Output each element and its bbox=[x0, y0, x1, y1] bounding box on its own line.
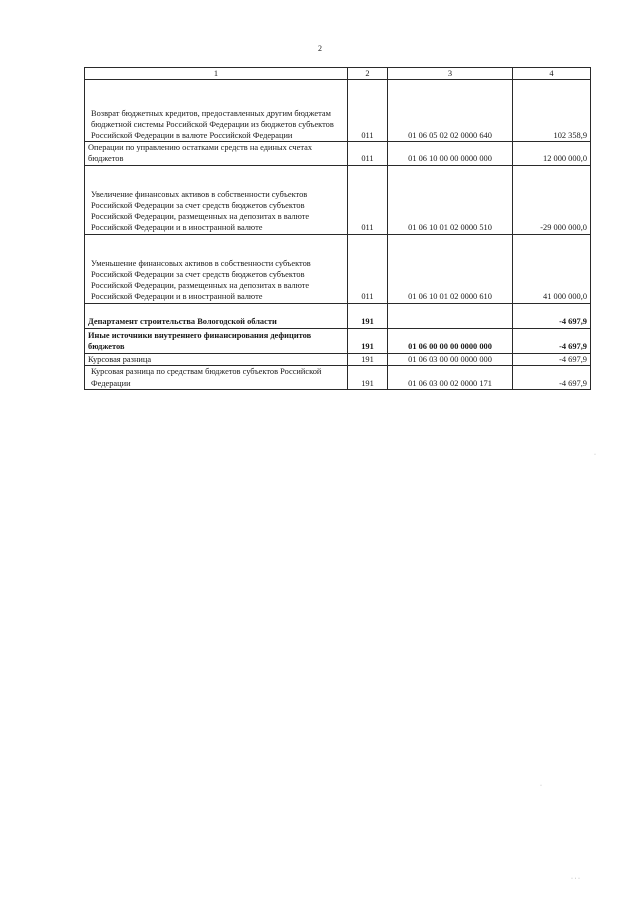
table-row bbox=[85, 165, 591, 234]
row-amount: 41 000 000,0 bbox=[513, 234, 591, 303]
column-header-1: 1 bbox=[85, 68, 348, 80]
row-classification-code: 01 06 05 02 02 0000 640 bbox=[388, 80, 513, 142]
row-classification-code: 01 06 03 00 02 0000 171 bbox=[388, 365, 513, 389]
row-description: Департамент строительства Вологодской области bbox=[85, 303, 348, 328]
row-classification-code: 01 06 10 01 02 0000 510 bbox=[388, 165, 513, 234]
row-admin-code: 191 bbox=[348, 328, 388, 353]
row-admin-code: 191 bbox=[348, 303, 388, 328]
table-row bbox=[85, 303, 591, 328]
row-description: Увеличение финансовых активов в собственности субъектов Российской Федерации за счет средств бюджетов субъектов Российской Федерации, размещенных на депозитах в валюте Российской Федерации и в иностранной валюте bbox=[85, 165, 348, 234]
row-amount: 102 358,9 bbox=[513, 80, 591, 142]
row-classification-code: 01 06 03 00 00 0000 000 bbox=[388, 353, 513, 365]
row-amount: -4 697,9 bbox=[513, 353, 591, 365]
row-admin-code: 011 bbox=[348, 80, 388, 142]
row-amount: -4 697,9 bbox=[513, 328, 591, 353]
scan-speck: · bbox=[594, 452, 596, 458]
page-number: 2 bbox=[318, 44, 322, 53]
column-header-2: 2 bbox=[348, 68, 388, 80]
row-admin-code: 011 bbox=[348, 142, 388, 165]
row-classification-code bbox=[388, 303, 513, 328]
table-row bbox=[85, 353, 591, 365]
row-admin-code: 191 bbox=[348, 365, 388, 389]
row-classification-code: 01 06 10 01 02 0000 610 bbox=[388, 234, 513, 303]
column-header-4: 4 bbox=[513, 68, 591, 80]
row-description: Уменьшение финансовых активов в собственности субъектов Российской Федерации за счет средств бюджетов субъектов Российской Федерации, размещенных на депозитах в валюте Российской Федерации и в иностранной валюте bbox=[85, 234, 348, 303]
row-amount: -4 697,9 bbox=[513, 303, 591, 328]
row-admin-code: 191 bbox=[348, 353, 388, 365]
table-row bbox=[85, 142, 591, 165]
row-description: Курсовая разница bbox=[85, 353, 348, 365]
row-classification-code: 01 06 10 00 00 0000 000 bbox=[388, 142, 513, 165]
row-amount: -29 000 000,0 bbox=[513, 165, 591, 234]
row-description: Операции по управлению остатками средств на единых счетах бюджетов bbox=[85, 142, 348, 165]
row-amount: -4 697,9 bbox=[513, 365, 591, 389]
scan-speck: · bbox=[540, 783, 542, 789]
budget-sources-table bbox=[84, 67, 591, 390]
scan-speck: · · · bbox=[571, 876, 580, 882]
table-header-row bbox=[85, 68, 591, 80]
row-description: Возврат бюджетных кредитов, предоставленных другим бюджетам бюджетной системы Российской Федерации из бюджетов субъектов Российской Федерации в валюте Российской Федерации bbox=[85, 80, 348, 142]
table-row bbox=[85, 234, 591, 303]
row-description: Иные источники внутреннего финансирования дефицитов бюджетов bbox=[85, 328, 348, 353]
column-header-3: 3 bbox=[388, 68, 513, 80]
table-row bbox=[85, 365, 591, 389]
row-amount: 12 000 000,0 bbox=[513, 142, 591, 165]
row-admin-code: 011 bbox=[348, 165, 388, 234]
row-admin-code: 011 bbox=[348, 234, 388, 303]
table-row bbox=[85, 328, 591, 353]
row-description: Курсовая разница по средствам бюджетов субъектов Российской Федерации bbox=[85, 365, 348, 389]
row-classification-code: 01 06 00 00 00 0000 000 bbox=[388, 328, 513, 353]
table-row bbox=[85, 80, 591, 142]
